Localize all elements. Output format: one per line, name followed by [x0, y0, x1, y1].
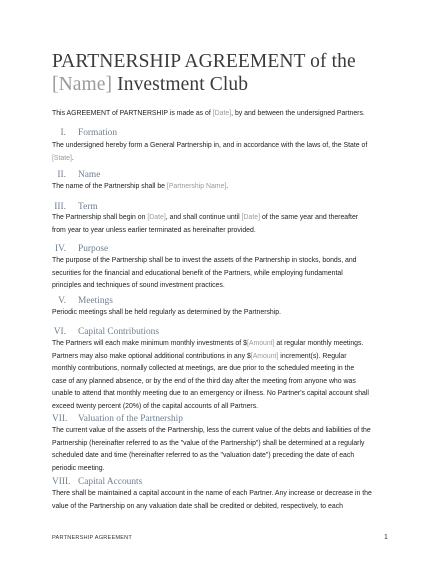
meetings-line-1: Periodic meetings shall be held regularly as determined by the Partnership. — [52, 309, 282, 316]
state-placeholder[interactable]: [State] — [52, 154, 72, 162]
capital-text-c: Partners may also make optional additional contributions in any $ — [52, 352, 251, 360]
section-title: Formation — [78, 128, 118, 138]
capital-text-b: at regular monthly meetings. — [274, 340, 364, 347]
capital-line-2 — [52, 351, 392, 364]
partnership-name-placeholder[interactable]: [Partnership Name] — [166, 183, 227, 190]
capital-text-d: increment(s). Regular — [278, 352, 347, 360]
purpose-line-3: principles and techniques of sound investment practices. — [52, 282, 225, 289]
intro-paragraph — [52, 108, 392, 121]
capital-contributions-paragraph — [52, 338, 392, 413]
valuation-line-4: periodic meeting. — [52, 464, 105, 472]
section-heading-meetings — [52, 295, 113, 307]
name-paragraph — [52, 181, 392, 194]
section-title: Capital Accounts — [78, 477, 143, 487]
section-number: III. — [54, 202, 66, 212]
section-number: VIII. — [52, 477, 71, 487]
valuation-line-3: scheduled date and time (hereinafter referred to as the "valuation date") preceding the date of each — [52, 452, 355, 459]
page-number: 1 — [384, 534, 388, 541]
section-heading-capital-contributions — [52, 326, 159, 338]
section-number: V. — [58, 296, 66, 306]
section-title: Valuation of the Partnership — [78, 414, 183, 424]
formation-line-2 — [52, 153, 392, 166]
document-title — [52, 50, 412, 96]
term-start-date-placeholder[interactable]: [Date] — [147, 214, 166, 221]
capital-line-5: unable to attend that monthly meeting due to an emergency or illness. No Partner's capital account shall — [52, 390, 369, 397]
capital-line-6: exceed twenty percent (20%) of the capital accounts of all Partners. — [52, 402, 259, 410]
term-text-a: The Partnership shall begin on — [52, 214, 148, 221]
footer-label: PARTNERSHIP AGREEMENT — [52, 535, 133, 541]
section-number: II. — [57, 170, 66, 180]
meetings-paragraph — [52, 307, 392, 320]
section-heading-capital-accounts — [52, 476, 143, 488]
formation-line-2-end: . — [71, 154, 74, 162]
term-line-2: from year to year unless earlier terminated as hereinafter provided. — [52, 226, 256, 234]
section-title: Capital Contributions — [78, 327, 159, 337]
section-number: VII. — [52, 414, 68, 424]
purpose-line-1: The purpose of the Partnership shall be to invest the assets of the Partnership in stocks, bonds, and — [52, 257, 357, 264]
title-line-2 — [52, 73, 412, 96]
section-title: Meetings — [78, 296, 113, 306]
term-text-b: , and shall continue until — [165, 214, 242, 221]
valuation-line-2: Partnership (hereinafter referred to as the "value of the Partnership") shall be determined at a regularly — [52, 439, 365, 447]
capital-accounts-paragraph — [52, 488, 392, 513]
intro-text-before: This AGREEMENT of PARTNERSHIP is made as of — [52, 110, 213, 117]
name-text-after: . — [226, 183, 229, 190]
section-heading-name — [52, 169, 101, 181]
intro-date-placeholder[interactable]: [Date] — [212, 110, 232, 117]
valuation-line-1: The current value of the assets of the Partnership, less the current value of the debts and liabilities of the — [52, 427, 371, 434]
purpose-paragraph — [52, 255, 392, 293]
section-title: Term — [78, 202, 98, 212]
section-heading-purpose — [52, 243, 109, 255]
section-title: Name — [78, 170, 101, 180]
name-text-before: The name of the Partnership shall be — [52, 183, 167, 190]
title-line-1: PARTNERSHIP AGREEMENT of the — [52, 51, 356, 72]
valuation-paragraph — [52, 425, 392, 475]
capital-line-1 — [52, 338, 392, 351]
increment-amount-placeholder[interactable]: [Amount] — [250, 352, 279, 360]
title-name-placeholder[interactable]: [Name] — [52, 74, 113, 95]
capital-text-a: The Partners will each make minimum monthly investments of $ — [52, 340, 247, 347]
section-heading-valuation — [52, 413, 183, 425]
section-title: Purpose — [78, 244, 109, 254]
capital-line-4: case of any planned absence, or by the end of the third day after the meeting from anyone who was — [52, 377, 356, 385]
intro-text-after: , by and between the undersigned Partners. — [231, 110, 365, 117]
section-number: I. — [60, 128, 66, 138]
section-heading-formation — [52, 127, 118, 139]
accounts-line-2: value of the Partnership on any valuation date shall be credited or debited, respectively, to each — [52, 502, 343, 510]
capital-line-3: monthly contributions, normally collected at meetings, are due prior to the scheduled meeting in the — [52, 365, 355, 372]
term-line-1 — [52, 212, 392, 225]
term-paragraph — [52, 212, 392, 237]
formation-line-1: The undersigned hereby form a General Partnership in, and in accordance with the laws of, the State of — [52, 142, 368, 149]
monthly-amount-placeholder[interactable]: [Amount] — [246, 340, 275, 347]
purpose-line-2: securities for the financial and educational benefit of the Partners, while employing fundamental — [52, 269, 343, 277]
section-number: IV. — [54, 244, 66, 254]
section-number: VI. — [53, 327, 66, 337]
accounts-line-1: There shall be maintained a capital account in the name of each Partner. Any increase or decrease in the — [52, 490, 372, 497]
term-end-date-placeholder[interactable]: [Date] — [241, 214, 261, 221]
term-text-c: of the same year and thereafter — [260, 214, 359, 221]
formation-paragraph — [52, 140, 392, 165]
title-line-2-text: Investment Club — [112, 74, 249, 95]
